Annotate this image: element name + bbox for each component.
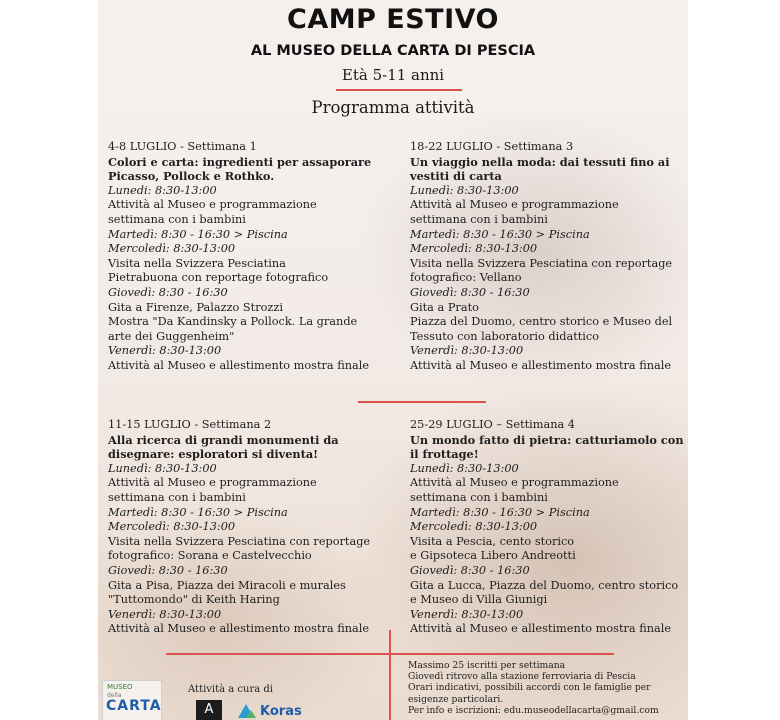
day-schedule: Venerdì: 8:30-13:00: [108, 344, 222, 358]
footer-info-line: Giovedì ritrovo alla stazione ferroviaria di Pescia: [408, 671, 636, 683]
day-schedule: Mercoledì: 8:30-13:00: [410, 520, 538, 534]
week-theme: Picasso, Pollock e Rothko.: [108, 169, 275, 184]
day-schedule: Martedì: 8:30 - 16:30 > Piscina: [108, 227, 288, 241]
activity-line: Tessuto con laboratorio didattico: [410, 329, 600, 343]
logo-museo-text: MUSEO: [107, 683, 133, 691]
activity-line: Visita nella Svizzera Pesciatina con reportage: [410, 256, 673, 270]
activity-line: Gita a Prato: [410, 300, 479, 314]
age-underline: [336, 89, 462, 91]
activity-line: Visita a Pescia, cento storico: [410, 534, 575, 548]
activity-line: Attività al Museo e allestimento mostra finale: [410, 622, 672, 636]
week-header: 11-15 LUGLIO - Settimana 2: [108, 418, 272, 431]
week-theme: Colori e carta: ingredienti per assaporare: [108, 154, 372, 169]
activity-line: Gita a Pisa, Piazza dei Miracoli e murales: [108, 578, 346, 592]
poster-title: CAMP ESTIVO: [287, 4, 499, 35]
day-schedule: Martedì: 8:30 - 16:30 > Piscina: [108, 505, 288, 519]
activity-line: arte dei Guggenheim": [108, 329, 235, 343]
day-schedule: Venerdì: 8:30-13:00: [410, 344, 524, 358]
week-theme: il frottage!: [410, 447, 479, 462]
activity-line: Visita nella Svizzera Pesciatina: [108, 256, 286, 270]
activity-line: Attività al Museo e allestimento mostra finale: [108, 358, 370, 372]
logo-carta-text: CARTA: [106, 698, 162, 714]
activity-line: "Tuttomondo" di Keith Haring: [108, 593, 280, 607]
activity-line: Piazza del Duomo, centro storico e Museo del: [410, 315, 673, 329]
activity-line: Attività al Museo e programmazione: [410, 476, 619, 490]
footer-contact-line: Per info e iscrizioni: edu.museodellacarta@gmail.com: [408, 704, 659, 716]
koras-logo: [238, 702, 304, 720]
footer-info: [408, 660, 659, 716]
day-schedule: Lunedì: 8:30-13:00: [410, 183, 519, 197]
activity-line: fotografico: Vellano: [410, 271, 522, 285]
museo-della-carta-logo: [102, 680, 162, 720]
activity-line: settimana con i bambini: [108, 490, 246, 504]
program-heading: Programma attività: [311, 98, 475, 117]
day-schedule: Giovedì: 8:30 - 16:30: [410, 285, 530, 299]
activity-line: Visita nella Svizzera Pesciatina con reportage: [108, 534, 371, 548]
week-2-block: [108, 418, 370, 637]
day-schedule: Martedì: 8:30 - 16:30 > Piscina: [410, 227, 590, 241]
day-schedule: Giovedì: 8:30 - 16:30: [108, 285, 228, 299]
activity-line: e Gipsoteca Libero Andreotti: [410, 549, 576, 563]
week-theme: disegnare: esploratori si diventa!: [108, 447, 319, 462]
partner-a-logo: A: [196, 700, 222, 720]
day-schedule: Lunedì: 8:30-13:00: [410, 461, 519, 475]
credits-label: Attività a cura di: [188, 684, 273, 695]
activity-line: Attività al Museo e programmazione: [108, 198, 317, 212]
activity-line: settimana con i bambini: [410, 490, 548, 504]
day-schedule: Giovedì: 8:30 - 16:30: [108, 563, 228, 577]
divider-middle: [358, 401, 486, 403]
activity-line: e Museo di Villa Giunigi: [410, 593, 548, 607]
week-header: 18-22 LUGLIO - Settimana 3: [410, 140, 574, 153]
activity-line: settimana con i bambini: [108, 212, 246, 226]
day-schedule: Lunedi: 8:30-13:00: [108, 183, 217, 197]
week-4-block: [410, 418, 684, 637]
footer-info-line: esigenze particolari.: [408, 693, 504, 705]
activity-line: fotografico: Sorana e Castelvecchio: [108, 549, 312, 563]
divider-vertical: [389, 630, 391, 720]
activity-line: settimana con i bambini: [410, 212, 548, 226]
week-theme: Un mondo fatto di pietra: catturiamolo con: [410, 432, 684, 447]
week-theme: Un viaggio nella moda: dai tessuti fino ai: [410, 154, 670, 169]
day-schedule: Mercoledì: 8:30-13:00: [410, 242, 538, 256]
poster-subtitle: AL MUSEO DELLA CARTA DI PESCIA: [250, 43, 536, 59]
activity-line: Pietrabuona con reportage fotografico: [108, 271, 329, 285]
day-schedule: Venerdì: 8:30-13:00: [410, 607, 524, 621]
activity-line: Attività al Museo e allestimento mostra finale: [410, 358, 672, 372]
day-schedule: Mercoledì: 8:30-13:00: [108, 242, 236, 256]
activity-line: Gita a Firenze, Palazzo Strozzi: [108, 300, 283, 314]
poster: [98, 0, 688, 720]
day-schedule: Mercoledì: 8:30-13:00: [108, 520, 236, 534]
koras-mark-small-icon: [246, 710, 256, 718]
footer-info-line: Massimo 25 iscritti per settimana: [408, 660, 566, 671]
activity-line: Attività al Museo e programmazione: [108, 476, 317, 490]
day-schedule: Martedì: 8:30 - 16:30 > Piscina: [410, 505, 590, 519]
activity-line: Attività al Museo e allestimento mostra finale: [108, 622, 370, 636]
week-theme: vestiti di carta: [410, 169, 502, 184]
age-range: Età 5-11 anni: [341, 66, 445, 84]
week-theme: Alla ricerca di grandi monumenti da: [108, 432, 339, 447]
day-schedule: Giovedì: 8:30 - 16:30: [410, 563, 530, 577]
logo-della-text: della: [107, 692, 122, 699]
week-header: 25-29 LUGLIO – Settimana 4: [410, 418, 575, 431]
week-3-block: [410, 140, 672, 374]
footer-info-line: Orari indicativi, possibili accordi con le famiglie per: [408, 682, 651, 694]
koras-logo-text: Koras: [260, 704, 302, 719]
activity-line: Gita a Lucca, Piazza del Duomo, centro storico: [410, 578, 679, 592]
activity-line: Mostra "Da Kandinsky a Pollock. La grande: [108, 315, 358, 329]
day-schedule: Lunedì: 8:30-13:00: [108, 461, 217, 475]
week-1-block: [108, 140, 371, 374]
day-schedule: Venerdì: 8:30-13:00: [108, 607, 222, 621]
activity-line: Attività al Museo e programmazione: [410, 198, 619, 212]
week-header: 4-8 LUGLIO - Settimana 1: [108, 140, 257, 153]
